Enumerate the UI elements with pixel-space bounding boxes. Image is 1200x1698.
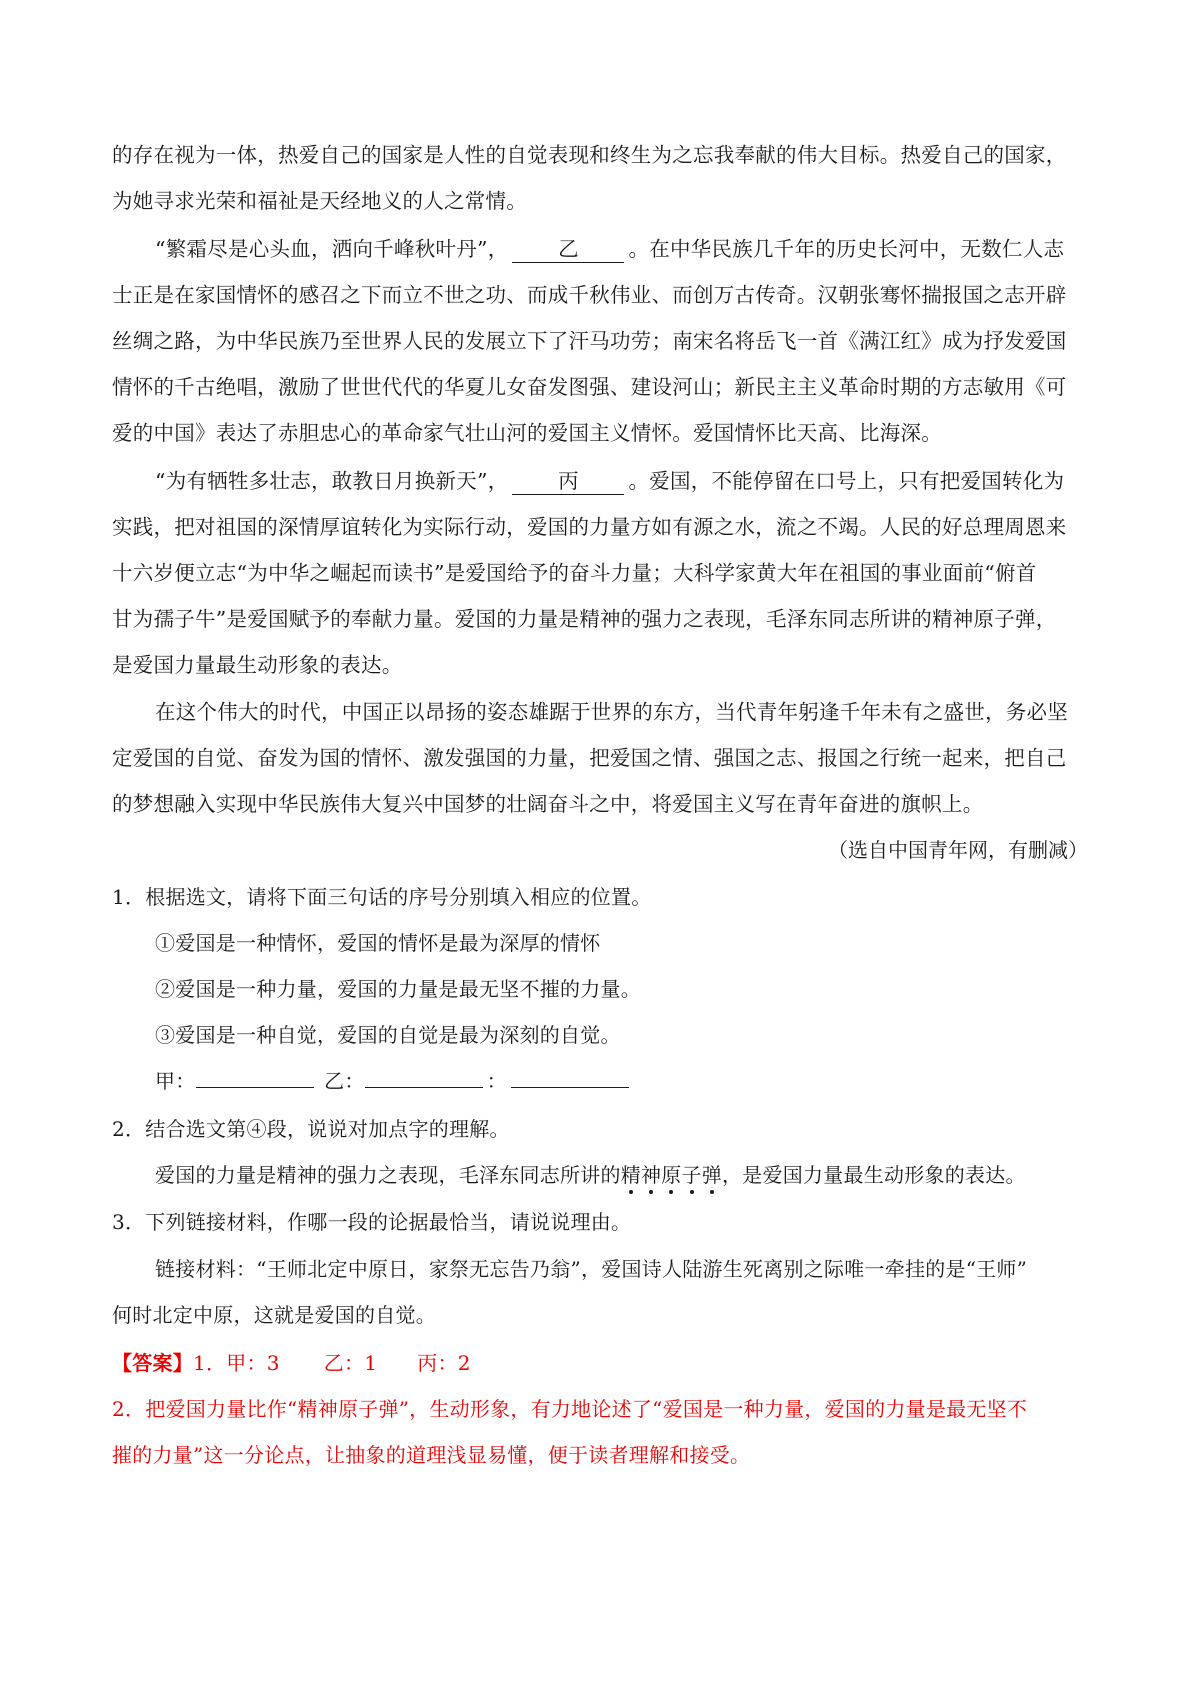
article-p3-line4: 甘为孺子牛”是爱国赋予的奉献力量。爱国的力量是精神的强力之表现，毛泽东同志所讲的精神原子弹，: [112, 607, 1057, 631]
article-p1-line1: 的存在视为一体，热爱自己的国家是人性的自觉表现和终生为之忘我奉献的伟大目标。热爱自己的国家，: [112, 143, 1067, 167]
article-p2-line4: 情怀的千古绝唱，激励了世世代代的华夏儿女奋发图强、建设河山；新民主主义革命时期的方志敏用《可: [112, 375, 1067, 399]
article-p2-line1-rest: 。在中华民族几千年的历史长河中，无数仁人志: [628, 237, 1065, 261]
article-p3-line2: 实践，把对祖国的深情厚谊转化为实际行动，爱国的力量方如有源之水，流之不竭。人民的好总理周恩来: [112, 515, 1067, 539]
article-p2-line5: 爱的中国》表达了赤胆忠心的革命家气壮山河的爱国主义情怀。爱国情怀比天高、比海深。: [112, 421, 942, 445]
question-2: 2．结合选文第④段，说说对加点字的理解。: [112, 1117, 510, 1141]
answer-label: 【答案】: [112, 1351, 193, 1375]
answer-1-number: 1．: [193, 1351, 227, 1375]
question-1: 1．根据选文，请将下面三句话的序号分别填入相应的位置。: [112, 885, 652, 909]
answer-2-line2: 摧的力量”这一分论点，让抽象的道理浅显易懂，便于读者理解和接受。: [112, 1443, 751, 1467]
emphasis-dot: [710, 1190, 714, 1194]
answer-1: [112, 1348, 471, 1378]
question-2-quote: [155, 1160, 1026, 1190]
question-2-quote-start: 爱国的力量是精神的强力之表现，毛泽东同志所讲的: [155, 1163, 621, 1187]
fill-label-yi: 乙：: [324, 1069, 365, 1093]
article-p3-quote: “为有牺牲多壮志，敢教日月换新天”，: [155, 469, 509, 493]
emphasis-dot: [669, 1190, 673, 1194]
dotted-phrase: 精神原子弹: [620, 1163, 722, 1187]
answer-2-line1: 2．把爱国力量比作“精神原子弹”，生动形象，有力地论述了“爱国是一种力量，爱国的力量是最无坚不: [112, 1397, 1028, 1421]
answer-1-jia: 甲：3: [226, 1351, 280, 1375]
blank-yi: 乙: [512, 236, 624, 263]
article-p1-line2: 为她寻求光荣和福祉是天经地义的人之常情。: [112, 189, 527, 213]
article-source: （选自中国青年网，有删减）: [828, 838, 1088, 862]
blank-bing: 丙: [512, 468, 624, 495]
article-p3-line1-rest: 。爱国，不能停留在口号上，只有把爱国转化为: [628, 469, 1065, 493]
answer-1-yi: 乙：1: [323, 1351, 378, 1375]
article-p3-line5: 是爱国力量最生动形象的表达。: [112, 653, 403, 677]
question-3-material-line1: 链接材料：“王师北定中原日，家祭无忘告乃翁”，爱国诗人陆游生死离别之际唯一牵挂的是“王师”: [155, 1257, 1028, 1281]
emphasis-dot: [629, 1190, 633, 1194]
article-p3-line1: [155, 466, 1064, 496]
emphasis-dot: [690, 1190, 694, 1194]
question-3: 3．下列链接材料，作哪一段的论据最恰当，请说说理由。: [112, 1210, 632, 1234]
emphasis-dot: [649, 1190, 653, 1194]
question-2-quote-end: ，是爱国力量最生动形象的表达。: [722, 1163, 1026, 1187]
article-p3-line3: 十六岁便立志“为中华之崛起而读书”是爱国给予的奋斗力量；大科学家黄大年在祖国的事业面前“俯首: [112, 561, 1037, 585]
article-p4-line2: 定爱国的自觉、奋发为国的情怀、激发强国的力量，把爱国之情、强国之志、报国之行统一起来，把自己: [112, 746, 1067, 770]
article-p2-quote: “繁霜尽是心头血，洒向千峰秋叶丹”，: [155, 237, 509, 261]
question-1-fill-row: [155, 1066, 633, 1096]
question-3-material-line2: 何时北定中原，这就是爱国的自觉。: [112, 1303, 436, 1327]
fill-label-bing: ：: [486, 1069, 507, 1093]
question-1-option-1: ①爱国是一种情怀，爱国的情怀是最为深厚的情怀: [155, 931, 601, 955]
fill-label-jia: 甲：: [155, 1069, 196, 1093]
fill-blank-bing[interactable]: [511, 1087, 629, 1088]
article-p2-line1: [155, 234, 1064, 264]
article-p2-line3: 丝绸之路，为中华民族乃至世界人民的发展立下了汗马功劳；南宋名将岳飞一首《满江红》成为抒发爱国: [112, 329, 1067, 353]
answer-1-bing: 丙：2: [417, 1351, 471, 1375]
article-p2-line2: 士正是在家国情怀的感召之下而立不世之功、而成千秋伟业、而创万古传奇。汉朝张骞怀揣报国之志开辟: [112, 283, 1067, 307]
article-p4-line1: 在这个伟大的时代，中国正以昂扬的姿态雄踞于世界的东方，当代青年躬逢千年未有之盛世，务必坚: [155, 700, 1068, 724]
fill-blank-jia[interactable]: [196, 1087, 314, 1088]
question-1-option-2: ②爱国是一种力量，爱国的力量是最无坚不摧的力量。: [155, 977, 641, 1001]
fill-blank-yi[interactable]: [365, 1087, 483, 1088]
question-1-option-3: ③爱国是一种自觉，爱国的自觉是最为深刻的自觉。: [155, 1023, 621, 1047]
article-p4-line3: 的梦想融入实现中华民族伟大复兴中国梦的壮阔奋斗之中，将爱国主义写在青年奋进的旗帜上。: [112, 792, 984, 816]
emphasis-dots: [0, 1190, 1200, 1198]
